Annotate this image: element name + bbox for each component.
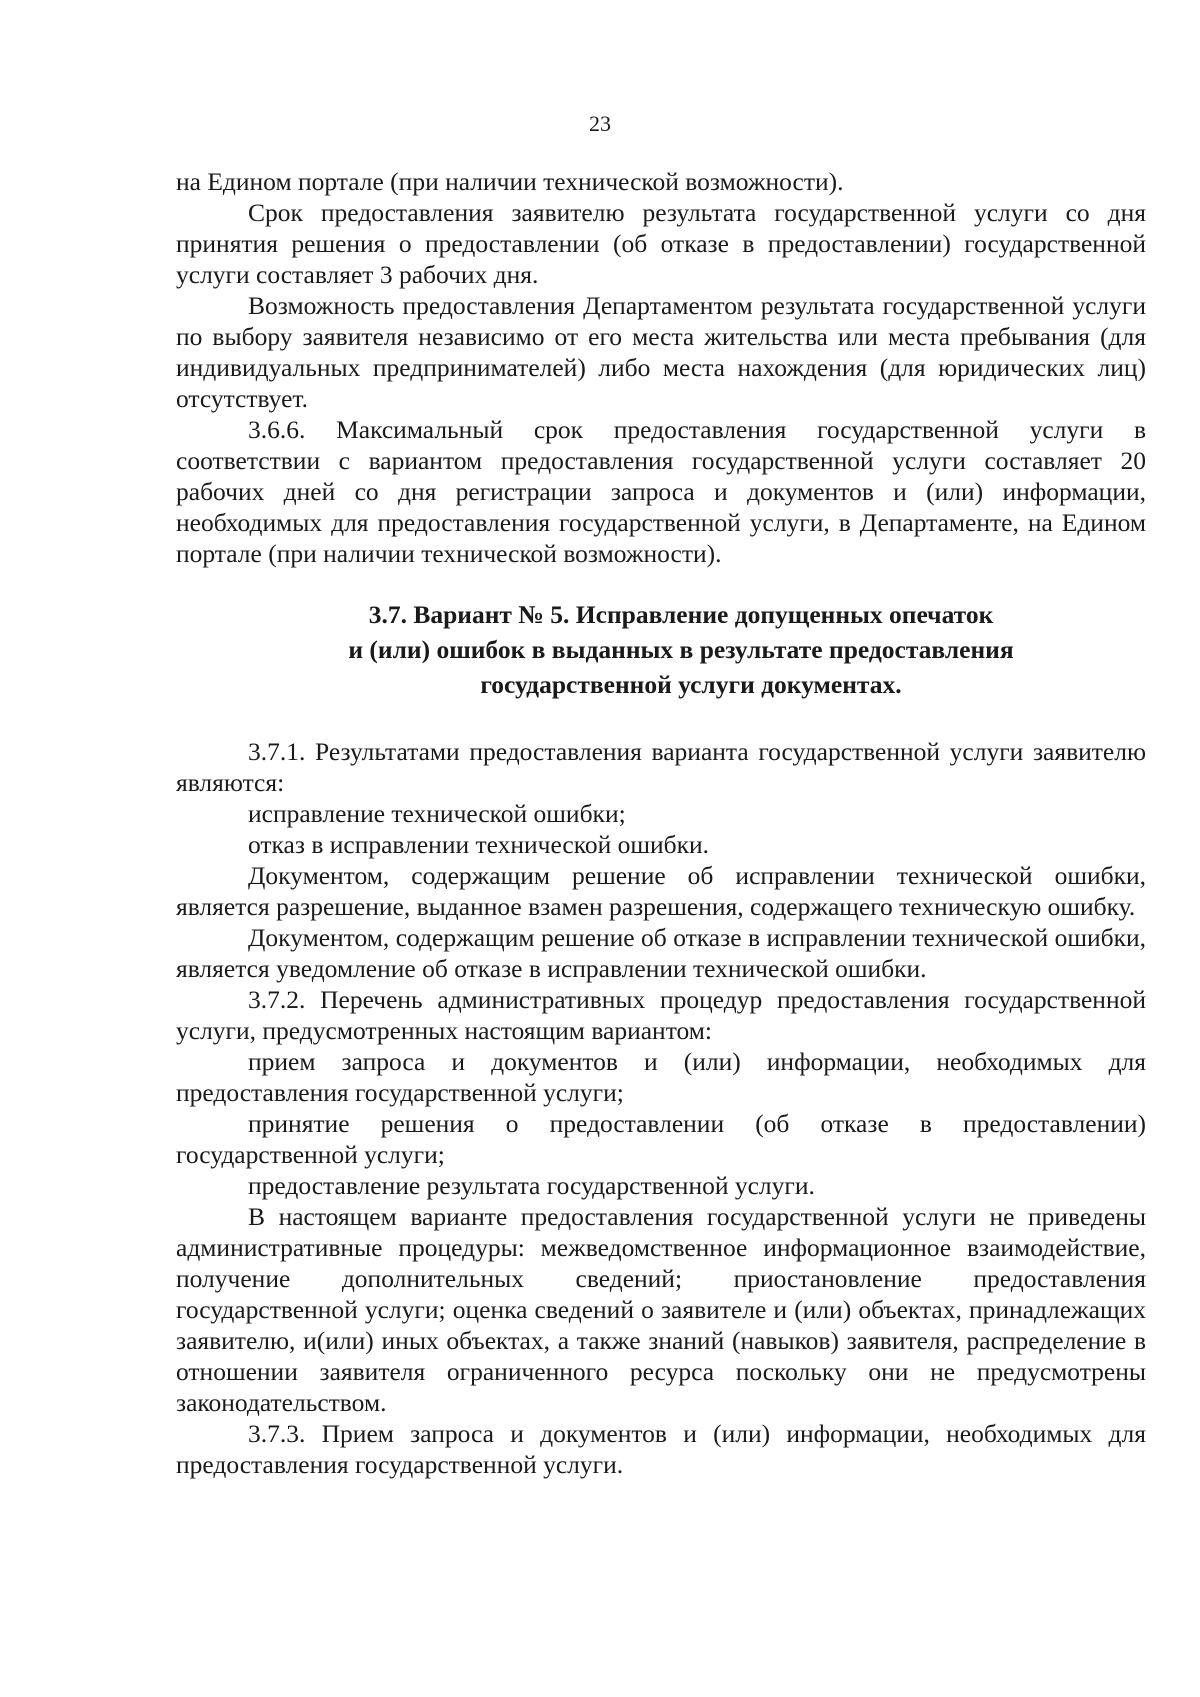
section-heading-line: и (или) ошибок в выданных в результате предоставления (348, 635, 1014, 664)
paragraph: Документом, содержащим решение об отказе в исправлении технической ошибки, является уведомление об отказе в исправлении технической ошибки. (176, 923, 1146, 983)
page-number: 23 (589, 111, 611, 136)
paragraph: 3.6.6. Максимальный срок предоставления государственной услуги в соответствии с вариантом предоставления государственной услуги составляет 20 рабочих дней со дня регистрации запроса и документов и (или) информации, необходимых для предоставления государственной услуги, в Департаменте, на Едином портале (при наличии технической возможности). (176, 415, 1146, 568)
paragraph: Документом, содержащим решение об исправлении технической ошибки, является разрешение, выданное взамен разрешения, содержащего техническую ошибку. (176, 861, 1146, 921)
list-item: отказ в исправлении технической ошибки. (248, 830, 710, 859)
paragraph: 3.7.2. Перечень административных процедур предоставления государственной услуги, предусмотренных настоящим вариантом: (176, 985, 1146, 1045)
paragraph: 3.7.1. Результатами предоставления варианта государственной услуги заявителю являются: (176, 737, 1146, 797)
section-heading (176, 597, 1146, 702)
document-body (176, 166, 1146, 1480)
list-item: исправление технической ошибки; (248, 799, 626, 828)
paragraph: Возможность предоставления Департаментом результата государственной услуги по выбору заявителя независимо от его места жительства или места пребывания (для индивидуальных предпринимателей) либо места нахождения (для юридических лиц) отсутствует. (176, 291, 1146, 413)
section-heading-line: государственной услуги документах. (480, 670, 902, 699)
list-item: прием запроса и документов и (или) информации, необходимых для предоставления государственной услуги; (176, 1047, 1146, 1107)
paragraph: 3.7.3. Прием запроса и документов и (или) информации, необходимых для предоставления государственной услуги. (176, 1419, 1146, 1479)
section-heading-line: 3.7. Вариант № 5. Исправление допущенных опечаток (368, 600, 994, 629)
paragraph: на Едином портале (при наличии технической возможности). (176, 167, 844, 196)
list-item: предоставление результата государственной услуги. (248, 1171, 815, 1200)
list-item: принятие решения о предоставлении (об отказе в предоставлении) государственной услуги; (176, 1109, 1146, 1169)
paragraph: В настоящем варианте предоставления государственной услуги не приведены административные процедуры: межведомственное информационное взаимодействие, получение дополнительных сведений; приостановление предоставления государственной услуги; оценка сведений о заявителе и (или) объектах, принадлежащих заявителю, и(или) иных объектах, а также знаний (навыков) заявителя, распределение в отношении заявителя ограниченного ресурса поскольку они не предусмотрены законодательством. (176, 1202, 1146, 1417)
paragraph: Срок предоставления заявителю результата государственной услуги со дня принятия решения о предоставлении (об отказе в предоставлении) государственной услуги составляет 3 рабочих дня. (176, 198, 1146, 289)
